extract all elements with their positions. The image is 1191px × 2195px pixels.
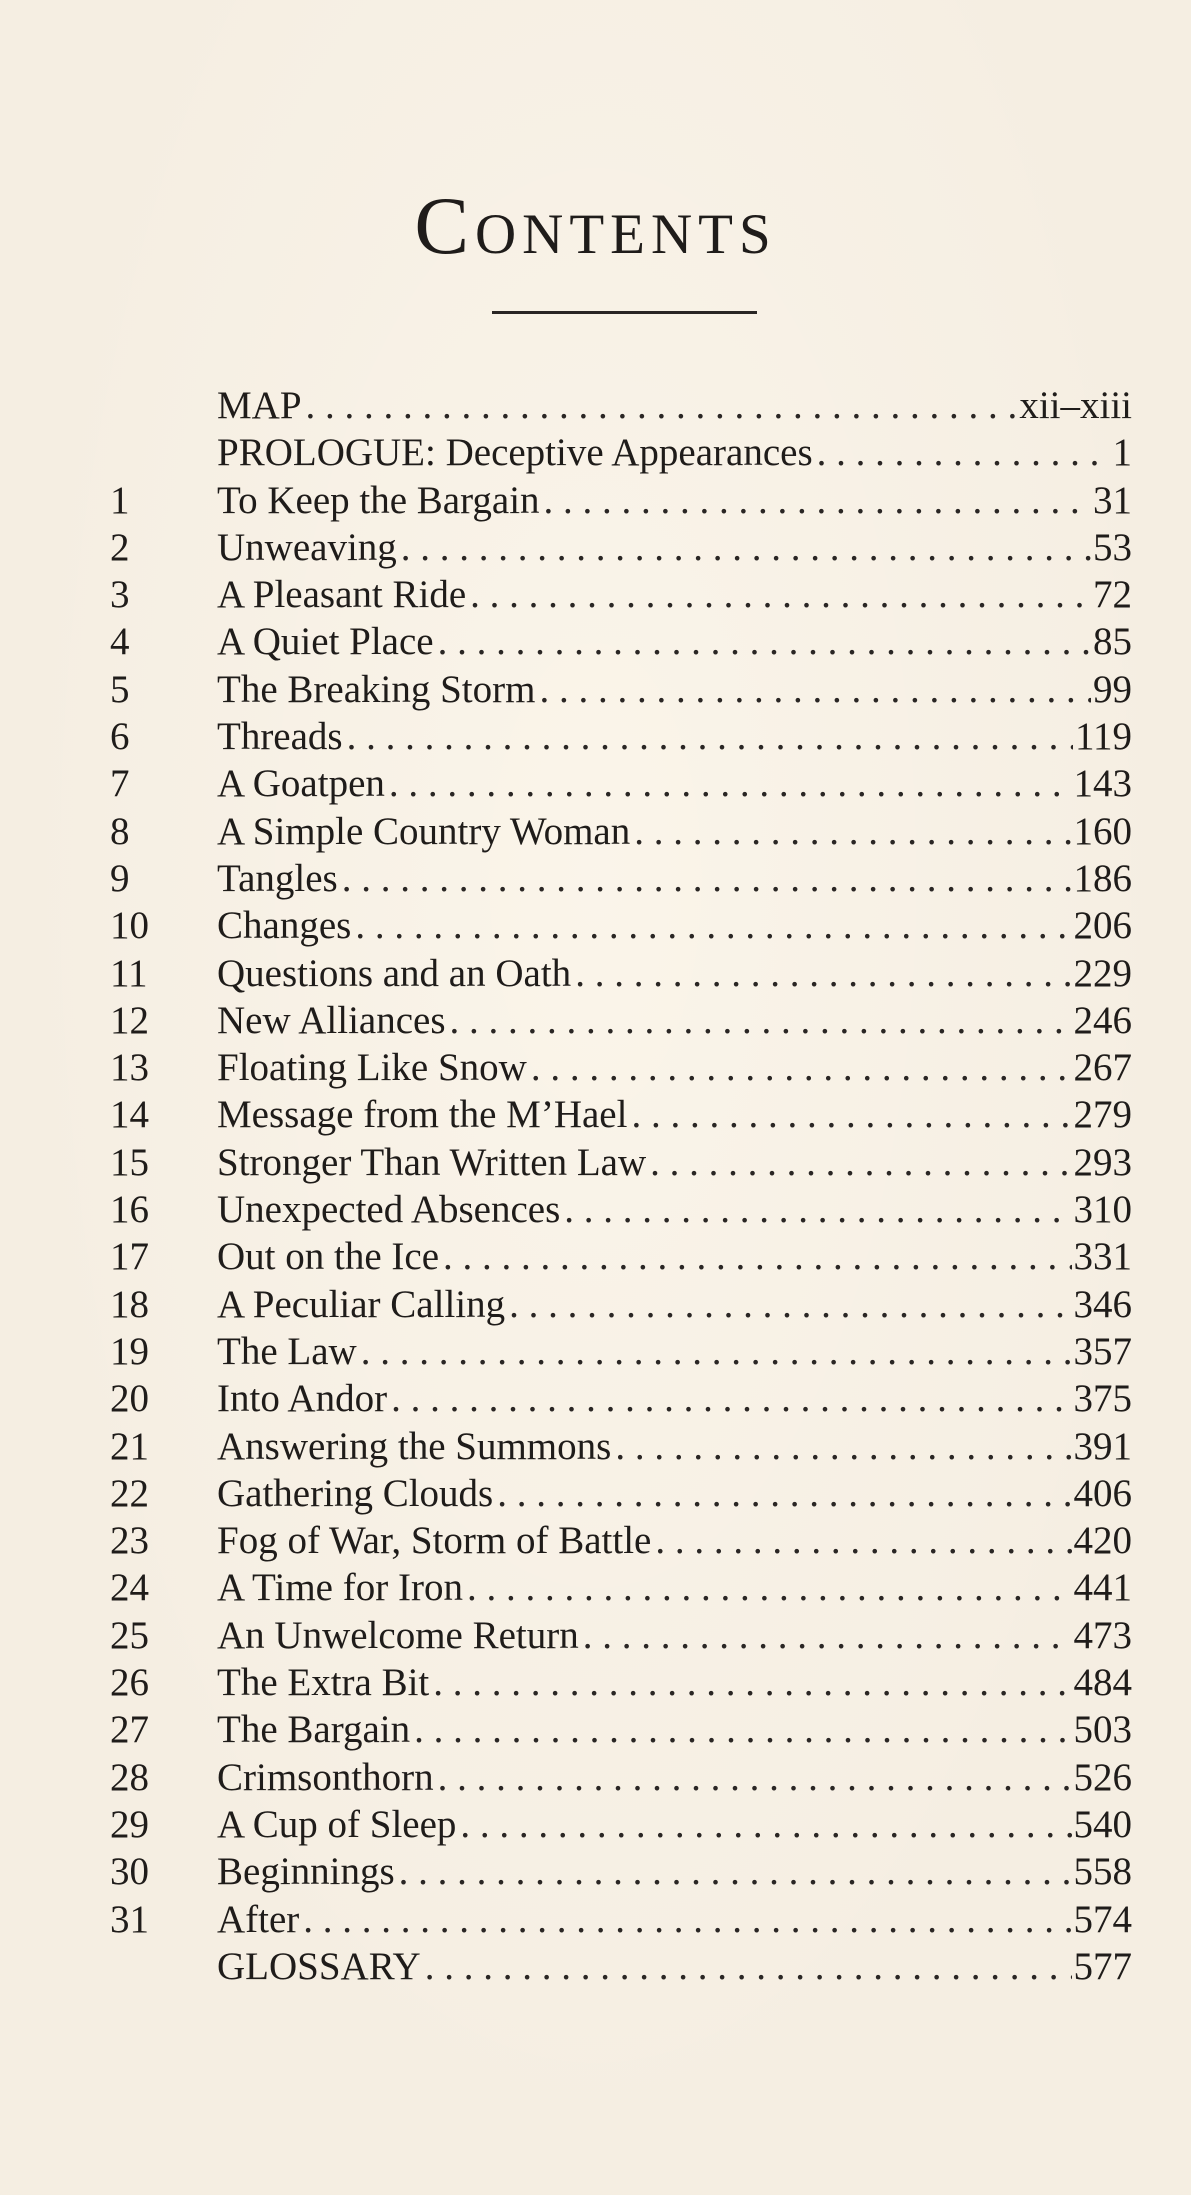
chapter-title: The Law xyxy=(217,1329,357,1373)
toc-entry-line xyxy=(217,902,1132,949)
page-number: 53 xyxy=(1093,525,1132,569)
toc-entry-line xyxy=(217,1896,1132,1943)
toc-entry xyxy=(110,524,1132,571)
chapter-number: 16 xyxy=(110,1188,149,1232)
toc-entry xyxy=(110,1375,1132,1422)
dot-leader xyxy=(450,997,1072,1044)
chapter-number: 1 xyxy=(110,478,130,522)
chapter-title: Tangles xyxy=(217,856,338,900)
chapter-number: 20 xyxy=(110,1377,149,1421)
chapter-title: After xyxy=(217,1897,300,1941)
toc-entry-line xyxy=(217,1517,1132,1564)
chapter-number: 15 xyxy=(110,1140,149,1184)
dot-leader xyxy=(631,1091,1071,1138)
chapter-number: 29 xyxy=(110,1802,149,1846)
toc-entry xyxy=(110,1848,1132,1895)
toc-entry xyxy=(110,1659,1132,1706)
page-number: 246 xyxy=(1073,998,1132,1042)
page-number: 540 xyxy=(1073,1802,1132,1846)
dot-leader xyxy=(355,902,1071,949)
chapter-title: PROLOGUE: Deceptive Appearances xyxy=(217,431,813,475)
page-number: 279 xyxy=(1073,1093,1132,1137)
dot-leader xyxy=(414,1706,1071,1753)
toc-entry-line xyxy=(217,1659,1132,1706)
toc-entry-line xyxy=(217,1233,1132,1280)
dot-leader xyxy=(460,1801,1071,1848)
dot-leader xyxy=(443,1233,1071,1280)
dot-leader xyxy=(634,808,1071,855)
toc-entry-line xyxy=(217,1706,1132,1753)
page-number: 503 xyxy=(1073,1708,1132,1752)
page-number: 186 xyxy=(1073,856,1132,900)
toc-entry xyxy=(110,1186,1132,1233)
dot-leader xyxy=(467,1564,1072,1611)
dot-leader xyxy=(425,1943,1072,1990)
toc-entry xyxy=(110,429,1132,476)
chapter-title: To Keep the Bargain xyxy=(217,478,540,522)
page-number: 406 xyxy=(1073,1471,1132,1515)
toc-entry-line xyxy=(217,666,1132,713)
dot-leader xyxy=(564,1186,1071,1233)
toc-entry xyxy=(110,1328,1132,1375)
page-number: 420 xyxy=(1073,1519,1132,1563)
toc-entry xyxy=(110,855,1132,902)
chapter-number: 26 xyxy=(110,1661,149,1705)
dot-leader xyxy=(817,429,1111,476)
page-number: 441 xyxy=(1073,1566,1132,1610)
dot-leader xyxy=(575,950,1071,997)
chapter-title: Message from the M’Hael xyxy=(217,1093,628,1137)
page-number: 558 xyxy=(1073,1850,1132,1894)
toc-entry-line xyxy=(217,950,1132,997)
toc-entry xyxy=(110,1091,1132,1138)
chapter-title: A Simple Country Woman xyxy=(217,809,631,853)
chapter-title: Floating Like Snow xyxy=(217,1046,527,1090)
toc-entry xyxy=(110,1423,1132,1470)
page-number: 310 xyxy=(1073,1188,1132,1232)
dot-leader xyxy=(470,571,1091,618)
chapter-title: Fog of War, Storm of Battle xyxy=(217,1519,652,1563)
chapter-title: Unexpected Absences xyxy=(217,1188,561,1232)
chapter-number: 23 xyxy=(110,1519,149,1563)
page-number: 1 xyxy=(1112,431,1132,475)
chapter-title: Stronger Than Written Law xyxy=(217,1140,647,1184)
toc-entry-line xyxy=(217,1754,1132,1801)
chapter-number: 25 xyxy=(110,1613,149,1657)
dot-leader xyxy=(306,382,1018,429)
toc-entry-line xyxy=(217,1564,1132,1611)
page-number: 72 xyxy=(1093,573,1132,617)
page-number: 160 xyxy=(1073,809,1132,853)
chapter-number: 30 xyxy=(110,1850,149,1894)
chapter-title: MAP xyxy=(217,384,302,427)
chapter-number: 21 xyxy=(110,1424,149,1468)
title-underline xyxy=(492,311,757,314)
page-number: 293 xyxy=(1073,1140,1132,1184)
toc-entry xyxy=(110,950,1132,997)
toc-entry xyxy=(110,997,1132,1044)
page-number: 357 xyxy=(1073,1329,1132,1373)
toc-entry-line xyxy=(217,760,1132,807)
chapter-number: 17 xyxy=(110,1235,149,1279)
chapter-number: 9 xyxy=(110,856,130,900)
chapter-number: 28 xyxy=(110,1755,149,1799)
chapter-title: Gathering Clouds xyxy=(217,1471,494,1515)
toc-entry-line xyxy=(217,1801,1132,1848)
chapter-number: 6 xyxy=(110,715,130,759)
toc-entry xyxy=(110,1233,1132,1280)
chapter-number: 27 xyxy=(110,1708,149,1752)
dot-leader xyxy=(399,1848,1072,1895)
toc-entry xyxy=(110,808,1132,855)
toc-entry-line xyxy=(217,1328,1132,1375)
chapter-title: The Extra Bit xyxy=(217,1661,430,1705)
chapter-number: 13 xyxy=(110,1046,149,1090)
page-number: 119 xyxy=(1074,715,1132,759)
dot-leader xyxy=(544,477,1091,524)
toc-entry-line xyxy=(217,1281,1132,1328)
toc-entry-line xyxy=(217,618,1132,665)
toc-entry xyxy=(110,618,1132,665)
chapter-number: 5 xyxy=(110,667,130,711)
toc-entry-line xyxy=(217,1943,1132,1990)
toc-entry xyxy=(110,1564,1132,1611)
toc-entry xyxy=(110,1754,1132,1801)
toc-entry-line xyxy=(217,1375,1132,1422)
chapter-title: A Time for Iron xyxy=(217,1566,463,1610)
toc-entry xyxy=(110,1706,1132,1753)
chapter-title: Threads xyxy=(217,715,343,759)
toc-entry-line xyxy=(217,1091,1132,1138)
toc-entry-line xyxy=(217,524,1132,571)
chapter-number: 31 xyxy=(110,1897,149,1941)
page-number: 267 xyxy=(1073,1046,1132,1090)
toc-entry xyxy=(110,713,1132,760)
page-number: 31 xyxy=(1093,478,1132,522)
dot-leader xyxy=(509,1281,1071,1328)
dot-leader xyxy=(583,1612,1072,1659)
chapter-title: Unweaving xyxy=(217,525,397,569)
chapter-title: The Breaking Storm xyxy=(217,667,536,711)
chapter-number: 19 xyxy=(110,1329,149,1373)
toc-entry xyxy=(110,1801,1132,1848)
dot-leader xyxy=(303,1896,1071,1943)
page-number: 346 xyxy=(1073,1282,1132,1326)
toc-entry xyxy=(110,571,1132,618)
toc-entry xyxy=(110,382,1132,429)
toc-entry xyxy=(110,1470,1132,1517)
chapter-number: 11 xyxy=(110,951,148,995)
chapter-title: The Bargain xyxy=(217,1708,411,1752)
page-number: 375 xyxy=(1073,1377,1132,1421)
table-of-contents xyxy=(110,382,1132,1990)
page-number: 473 xyxy=(1073,1613,1132,1657)
page-number: 206 xyxy=(1073,904,1132,948)
chapter-title: A Cup of Sleep xyxy=(217,1802,457,1846)
chapter-title: Out on the Ice xyxy=(217,1235,440,1279)
toc-entry xyxy=(110,477,1132,524)
page-number: 526 xyxy=(1073,1755,1132,1799)
page-number: 577 xyxy=(1073,1944,1132,1988)
toc-entry-line xyxy=(217,477,1132,524)
toc-entry xyxy=(110,1517,1132,1564)
page-number: xii–xiii xyxy=(1019,384,1132,427)
chapter-title: GLOSSARY xyxy=(217,1944,421,1988)
page-number: 143 xyxy=(1073,762,1132,806)
toc-entry xyxy=(110,666,1132,713)
toc-entry-line xyxy=(217,997,1132,1044)
dot-leader xyxy=(389,760,1072,807)
dot-leader xyxy=(650,1139,1071,1186)
toc-entry xyxy=(110,1896,1132,1943)
chapter-title: Beginnings xyxy=(217,1850,395,1894)
chapter-number: 14 xyxy=(110,1093,149,1137)
toc-entry-line xyxy=(217,382,1132,429)
dot-leader xyxy=(615,1423,1071,1470)
toc-entry-line xyxy=(217,713,1132,760)
chapter-title: Into Andor xyxy=(217,1377,388,1421)
chapter-number: 18 xyxy=(110,1282,149,1326)
chapter-title: A Goatpen xyxy=(217,762,385,806)
toc-entry-line xyxy=(217,1612,1132,1659)
chapter-title: New Alliances xyxy=(217,998,446,1042)
page-number: 85 xyxy=(1093,620,1132,664)
chapter-title: A Pleasant Ride xyxy=(217,573,467,617)
chapter-number: 4 xyxy=(110,620,130,664)
toc-entry-line xyxy=(217,429,1132,476)
page-number: 331 xyxy=(1073,1235,1132,1279)
chapter-title: Changes xyxy=(217,904,352,948)
toc-entry xyxy=(110,902,1132,949)
dot-leader xyxy=(401,524,1091,571)
toc-entry-line xyxy=(217,808,1132,855)
page-number: 484 xyxy=(1073,1661,1132,1705)
toc-entry-line xyxy=(217,1186,1132,1233)
chapter-title: Questions and an Oath xyxy=(217,951,572,995)
page-number: 99 xyxy=(1093,667,1132,711)
toc-entry xyxy=(110,760,1132,807)
chapter-title: Crimsonthorn xyxy=(217,1755,434,1799)
chapter-number: 8 xyxy=(110,809,130,853)
chapter-number: 24 xyxy=(110,1566,149,1610)
chapter-number: 3 xyxy=(110,573,130,617)
dot-leader xyxy=(438,618,1091,665)
toc-entry-line xyxy=(217,1423,1132,1470)
page-number: 391 xyxy=(1073,1424,1132,1468)
dot-leader xyxy=(433,1659,1071,1706)
toc-entry-line xyxy=(217,1044,1132,1091)
toc-entry-line xyxy=(217,571,1132,618)
chapter-title: An Unwelcome Return xyxy=(217,1613,579,1657)
toc-entry-line xyxy=(217,1848,1132,1895)
toc-entry-line xyxy=(217,1470,1132,1517)
dot-leader xyxy=(347,713,1073,760)
chapter-number: 7 xyxy=(110,762,130,806)
dot-leader xyxy=(539,666,1091,713)
toc-entry xyxy=(110,1943,1132,1990)
chapter-number: 2 xyxy=(110,525,130,569)
toc-entry-line xyxy=(217,855,1132,902)
dot-leader xyxy=(531,1044,1072,1091)
toc-entry xyxy=(110,1139,1132,1186)
chapter-title: A Peculiar Calling xyxy=(217,1282,506,1326)
toc-entry-line xyxy=(217,1139,1132,1186)
dot-leader xyxy=(497,1470,1071,1517)
page-number: 229 xyxy=(1073,951,1132,995)
page-number: 574 xyxy=(1073,1897,1132,1941)
chapter-number: 22 xyxy=(110,1471,149,1515)
dot-leader xyxy=(361,1328,1072,1375)
dot-leader xyxy=(391,1375,1071,1422)
toc-entry xyxy=(110,1044,1132,1091)
dot-leader xyxy=(655,1517,1071,1564)
toc-entry xyxy=(110,1612,1132,1659)
dot-leader xyxy=(438,1754,1072,1801)
chapter-number: 10 xyxy=(110,904,149,948)
dot-leader xyxy=(342,855,1072,902)
page-title: Contents xyxy=(414,180,777,271)
toc-entry xyxy=(110,1281,1132,1328)
chapter-title: Answering the Summons xyxy=(217,1424,612,1468)
chapter-number: 12 xyxy=(110,998,149,1042)
chapter-title: A Quiet Place xyxy=(217,620,434,664)
